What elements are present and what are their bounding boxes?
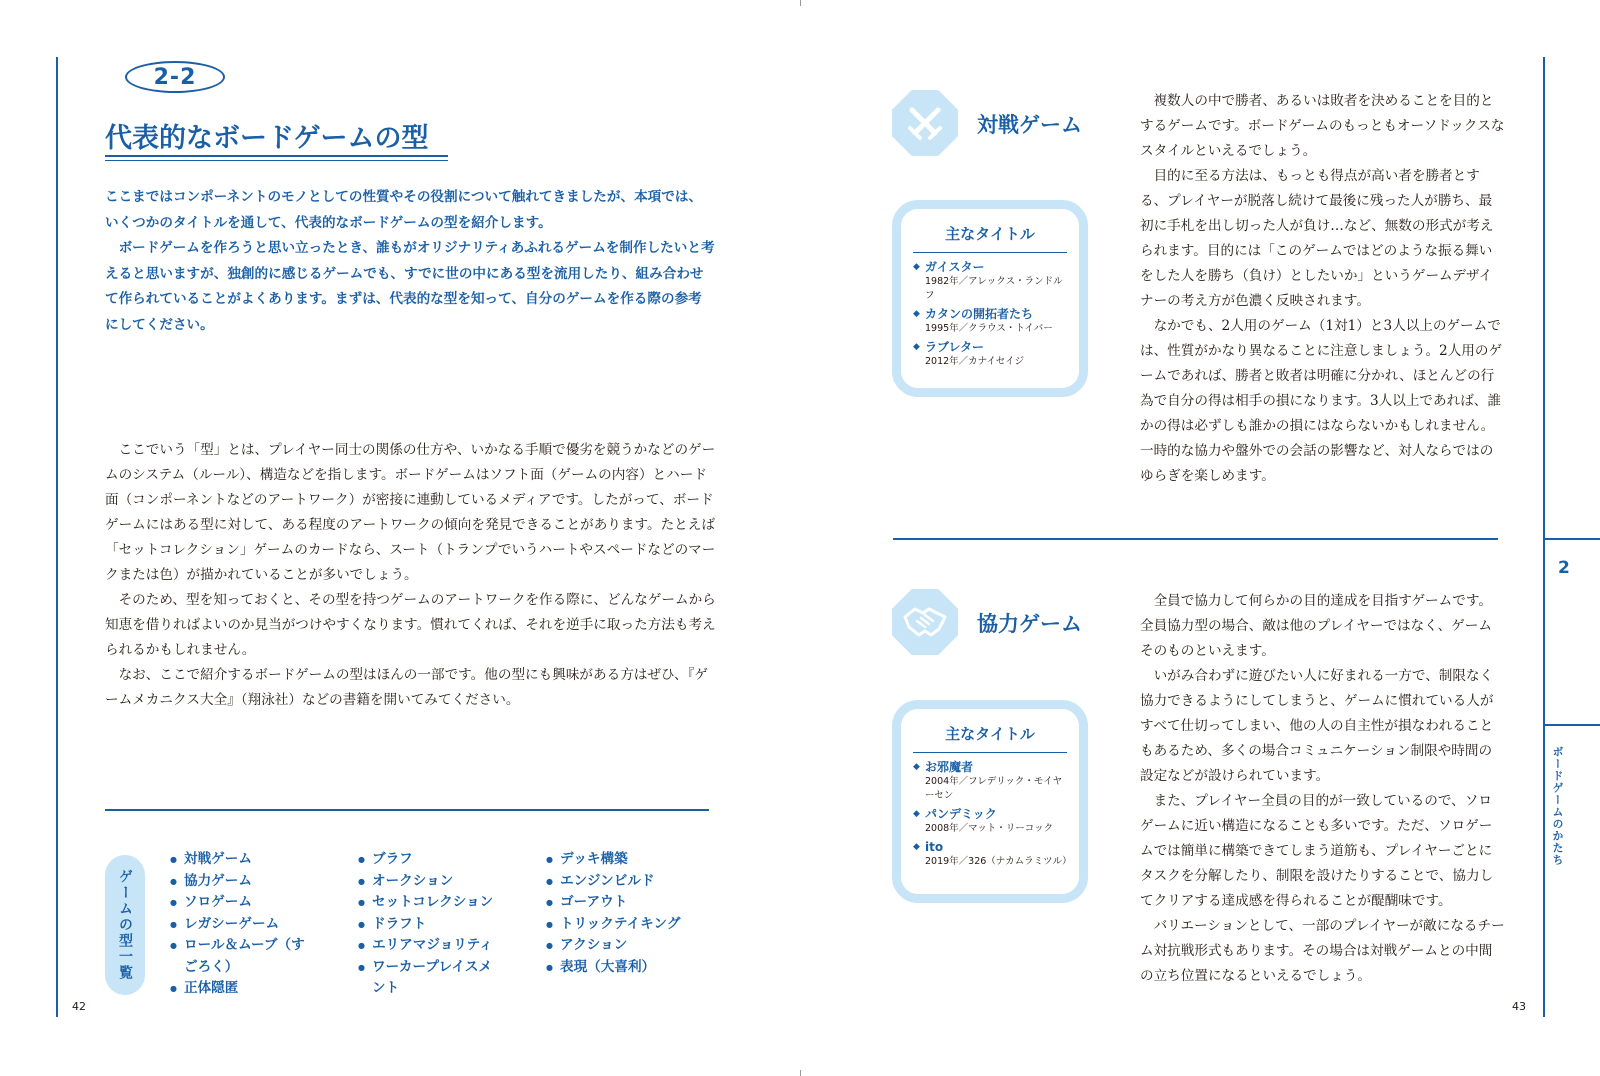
title-info: 2008年／マット・リーコック: [925, 823, 1054, 834]
versus-text-2: 目的に至る方法は、もっとも得点が高い者を勝者とする、プレイヤーが脱落し続けて最後に残った人が勝ち、最初に手札を出し切った人が負け…など、無数の形式が考えられます。目的には「このゲームではどのような振る舞いをした人を勝ち（負け）としたいか」というゲームデザイナーの考え方が色濃く反映されます。: [1140, 168, 1494, 309]
versus-titles-box: [892, 200, 1088, 397]
crop-mark-top: [800, 0, 801, 6]
list-item: ● エリアマジョリティ: [358, 935, 533, 957]
list-item: [913, 839, 1072, 869]
coop-titles-rule: [913, 752, 1067, 753]
versus-titles-rule: [913, 252, 1067, 253]
handshake-icon: [892, 589, 958, 655]
title-name: ◆ カタンの開拓者たち: [913, 306, 1067, 322]
game-type-list-label-text: ゲームの型一覧: [117, 869, 133, 981]
body-paragraph: [105, 438, 720, 713]
title-info: 2019年／326（ナカムラミツル）: [925, 856, 1072, 867]
list-item: [913, 806, 1067, 836]
game-type-list-col-3: [546, 849, 716, 978]
page-number-right: 43: [1512, 1000, 1526, 1013]
list-item: ● 正体隠匿: [170, 978, 350, 1000]
title-info: 2004年／フレデリック・モイヤーセン: [925, 776, 1063, 801]
versus-text-1: 複数人の中で勝者、あるいは敗者を決めることを目的とするゲームです。ボードゲームのもっともオーソドックスなスタイルといえるでしょう。: [1140, 93, 1505, 159]
intro-paragraph: [105, 185, 715, 338]
versus-titles-heading: 主なタイトル: [945, 225, 1035, 243]
versus-text-3: なかでも、2人用のゲーム（1対1）と3人以上のゲームでは、性質がかなり異なることに注意しましょう。2人用のゲームであれば、勝者と敗者は明確に分かれ、ほとんどの行為で自分の得は相手の損になります。3人以上であれば、誰かの得は必ずしも誰かの損にはならないかもしれません。一時的な協力や盤外での会話の影響など、対人ならではのゆらぎを楽しめます。: [1140, 318, 1503, 484]
list-item: ● ゴーアウト: [546, 892, 716, 914]
list-item: ● セットコレクション: [358, 892, 533, 914]
title-info: 1982年／アレックス・ランドルフ: [925, 276, 1063, 301]
coop-titles-heading: 主なタイトル: [945, 725, 1035, 743]
coop-text-2: いがみ合わずに遊びたい人に好まれる一方で、制限なく協力できるようにしてしまうと、ゲームに慣れている人がすべて仕切ってしまい、他の人の自主性が損なわれることもあるため、多くの場合コミュニケーション制限や時間の設定などが設けられています。: [1140, 668, 1494, 784]
list-item: [913, 306, 1067, 336]
list-item: ● アクション: [546, 935, 716, 957]
list-item: ● エンジンビルド: [546, 871, 716, 893]
list-item: ● 表現（大喜利）: [546, 957, 716, 979]
coop-text-1: 全員で協力して何らかの目的達成を目指すゲームです。全員協力型の場合、敵は他のプレイヤーではなく、ゲームそのものといえます。: [1140, 593, 1492, 659]
page-number-left: 42: [72, 1000, 86, 1013]
title-name: ◆ ガイスター: [913, 259, 1067, 275]
coop-text-3: また、プレイヤー全員の目的が一致しているので、ソロゲームに近い構造になることも多いです。ただ、ソロゲームでは簡単に構築できてしまう道筋も、プレイヤーごとにタスクを分解したり、制限を設けたりすることで、協力してクリアする達成感を得られることが醍醐味です。: [1140, 793, 1494, 909]
body-text-1: ここでいう「型」とは、プレイヤー同士の関係の仕方や、いかなる手順で優劣を競うかなどのゲームのシステム（ルール）、構造などを指します。ボードゲームはソフト面（ゲームの内容）とハード面（コンポーネントなどのアートワーク）が密接に連動しているメディアです。したがって、ボードゲームにはある型に対して、ある程度のアートワークの傾向を発見できることがあります。たとえば「セットコレクション」ゲームのカードなら、スート（トランプでいうハートやスペードなどのマークまたは色）が描かれていることが多いでしょう。: [105, 442, 716, 583]
title-info: 1995年／クラウス・トイバー: [925, 323, 1053, 334]
coop-titles-list: [901, 759, 1079, 882]
title-underline-thin: [105, 160, 448, 161]
list-item: [913, 759, 1067, 803]
coop-game-title: 協力ゲーム: [977, 612, 1082, 636]
game-type-list-col-2: [358, 849, 533, 1000]
list-item: ● ドラフト: [358, 914, 533, 936]
list-item: ● ワーカープレイスメント: [358, 957, 502, 1000]
coop-description: [1140, 589, 1505, 989]
right-margin-rule: [1543, 57, 1545, 1017]
coop-titles-box: [892, 700, 1088, 903]
title-underline: [105, 155, 448, 157]
title-name: ◆ パンデミック: [913, 806, 1067, 822]
game-type-list-label: [105, 855, 145, 995]
list-item: ● ソロゲーム: [170, 892, 350, 914]
title-name: ◆ ito: [913, 839, 1067, 855]
list-item: [913, 339, 1067, 369]
list-divider: [105, 809, 709, 811]
versus-titles-list: [901, 259, 1079, 382]
list-item: ● 対戦ゲーム: [170, 849, 350, 871]
left-margin-rule: [56, 57, 58, 1017]
versus-description: [1140, 89, 1505, 489]
page-title: 代表的なボードゲームの型: [105, 123, 429, 154]
chapter-number: 2: [1558, 558, 1570, 578]
versus-game-title: 対戦ゲーム: [977, 113, 1082, 137]
section-number-badge: 2-2: [125, 61, 225, 93]
game-type-list-col-1: [170, 849, 350, 1000]
list-item: ● トリックテイキング: [546, 914, 716, 936]
list-item: ● ロール＆ムーブ（すごろく）: [170, 935, 309, 978]
list-item: ● レガシーゲーム: [170, 914, 350, 936]
chapter-label: ボードゲームのかたち: [1551, 746, 1564, 866]
intro-text-2: ボードゲームを作ろうと思い立ったとき、誰もがオリジナリティあふれるゲームを制作したいと考えると思いますが、独創的に感じるゲームでも、すでに世の中にある型を流用したり、組み合わせて作られていることがよくあります。まずは、代表的な型を知って、自分のゲームを作る際の参考にしてください。: [105, 240, 715, 333]
section-divider: [893, 538, 1498, 540]
list-item: ● 協力ゲーム: [170, 871, 350, 893]
body-text-2: そのため、型を知っておくと、その型を持つゲームのアートワークを作る際に、どんなゲームから知恵を借りればよいのか見当がつけやすくなります。慣れてくれば、それを逆手に取った方法も考えられるかもしれません。: [105, 592, 716, 658]
list-item: [913, 259, 1067, 303]
list-item: ● デッキ構築: [546, 849, 716, 871]
coop-text-4: バリエーションとして、一部のプレイヤーが敵になるチーム対抗戦形式もあります。その場合は対戦ゲームとの中間の立ち位置になるといえるでしょう。: [1140, 918, 1505, 984]
chapter-tab-rule-bottom: [1543, 724, 1600, 726]
title-name: ◆ ラブレター: [913, 339, 1067, 355]
title-info: 2012年／カナイセイジ: [925, 356, 1024, 367]
list-item: ● オークション: [358, 871, 533, 893]
crop-mark-bottom: [800, 1070, 801, 1076]
chapter-tab-rule-top: [1543, 538, 1600, 540]
intro-text-1: ここまではコンポーネントのモノとしての性質やその役割について触れてきましたが、本項では、いくつかのタイトルを通して、代表的なボードゲームの型を紹介します。: [105, 189, 703, 231]
crossed-swords-icon: [892, 90, 958, 156]
body-text-3: なお、ここで紹介するボードゲームの型はほんの一部です。他の型にも興味がある方はぜひ、『ゲームメカニクス大全』（翔泳社）などの書籍を開いてみてください。: [105, 667, 709, 708]
title-name: ◆ お邪魔者: [913, 759, 1067, 775]
list-item: ● ブラフ: [358, 849, 533, 871]
